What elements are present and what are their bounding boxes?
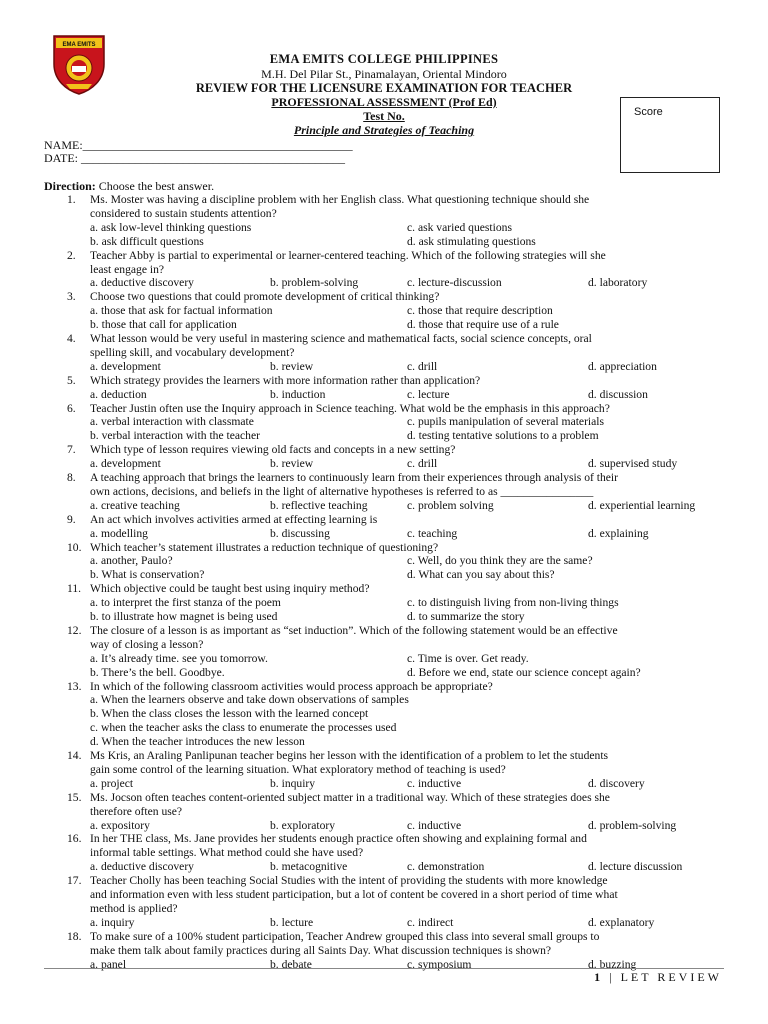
- choice-option: d. those that require use of a rule: [407, 318, 559, 332]
- question-number: 12.: [67, 623, 82, 637]
- question-stem: What lesson would be very useful in mastering science and mathematical facts, social science concepts, oral: [90, 332, 592, 345]
- choice-row: [0, 554, 768, 568]
- question-stem: In her THE class, Ms. Jane provides her students enough practice often showing and explaining formal and: [90, 832, 587, 846]
- score-box: [620, 97, 720, 173]
- question-stem: way of closing a lesson?: [90, 637, 204, 651]
- choice-row: [0, 666, 768, 680]
- choice-option: c. inductive: [407, 776, 462, 790]
- choice-row: [0, 415, 768, 429]
- choice-row: [0, 221, 768, 235]
- question-number: 8.: [67, 471, 76, 484]
- question-stem: gain some control of the learning situation. What exploratory method of teaching is used?: [90, 762, 506, 776]
- choice-option: c. Time is over. Get ready.: [407, 651, 529, 665]
- choice-row: [0, 777, 768, 791]
- choice-option: d. discovery: [588, 776, 645, 790]
- question-stem: Which strategy provides the learners with more information rather than application?: [90, 373, 481, 387]
- choice-row: [0, 916, 768, 930]
- question-stem: considered to sustain students attention?: [90, 206, 277, 220]
- choice-option: d. to summarize the story: [407, 610, 525, 623]
- question-stem: Which objective could be taught best using inquiry method?: [90, 582, 370, 596]
- question-stem: In which of the following classroom activities would process approach be appropriate?: [90, 679, 493, 693]
- direction-label: Direction:: [44, 179, 96, 193]
- subject-title: PROFESSIONAL ASSESSMENT (Prof Ed): [271, 95, 497, 109]
- choice-row: [0, 360, 768, 374]
- choice-row: [0, 527, 768, 541]
- question-stem: Ms Kris, an Araling Panlipunan teacher begins her lesson with the identification of a problem to let the students: [90, 749, 609, 762]
- choice-option: d. explaining: [588, 526, 649, 540]
- choice-option: c. lecture: [407, 387, 450, 401]
- choice-option: b. discussing: [270, 526, 330, 540]
- college-address: M.H. Del Pilar St., Pinamalayan, Oriental Mindoro: [261, 67, 507, 81]
- choice-option: c. teaching: [407, 526, 458, 540]
- choice-option: c. when the teacher asks the class to enumerate the processes used: [90, 721, 397, 735]
- choice-option: b. problem-solving: [270, 276, 359, 290]
- test-number: Test No.: [363, 109, 405, 123]
- choice-option: b. exploratory: [270, 818, 336, 832]
- question-stem: The closure of a lesson is as important as “set induction”. Which of the following statement would be an effective: [90, 623, 618, 637]
- question-number: 2.: [67, 248, 76, 262]
- review-title: REVIEW FOR THE LICENSURE EXAMINATION FOR TEACHER: [195, 81, 573, 95]
- choice-option: a. creative teaching: [90, 498, 180, 512]
- choice-option: a. those that ask for factual information: [90, 304, 273, 318]
- footer-label: LET REVIEW: [620, 970, 722, 984]
- question-stem: Which teacher’s statement illustrates a reduction technique of questioning?: [90, 540, 439, 554]
- question-number: 18.: [67, 929, 82, 943]
- college-name: EMA EMITS COLLEGE PHILIPPINES: [269, 52, 499, 66]
- choice-row: [0, 652, 768, 666]
- question-stem: and information even with less student participation, but a lot of content be covered in a short period of time what: [90, 888, 618, 901]
- choice-option: b. reflective teaching: [270, 498, 368, 512]
- choice-option: a. verbal interaction with classmate: [90, 415, 254, 429]
- question-stem: least engage in?: [90, 262, 165, 276]
- question-stem: A teaching approach that brings the learners to continuously learn from their experiences through analysis of their: [90, 471, 618, 484]
- choice-row: [0, 429, 768, 443]
- choice-option: d. What can you say about this?: [407, 568, 555, 582]
- choice-option: c. ask varied questions: [407, 220, 512, 234]
- choice-option: b. ask difficult questions: [90, 234, 204, 248]
- choice-option: a. deduction: [90, 387, 147, 401]
- svg-text:EMA EMITS: EMA EMITS: [62, 42, 96, 48]
- footer-rule: [44, 968, 724, 969]
- choice-option: d. ask stimulating questions: [407, 234, 536, 248]
- choice-option: b. review: [270, 359, 314, 373]
- choice-option: b. to illustrate how magnet is being used: [90, 610, 278, 623]
- question-stem: own actions, decisions, and beliefs in the light of alternative hypotheses is referred to as ________________: [90, 484, 594, 498]
- choice-option: d. lecture discussion: [588, 860, 683, 874]
- choice-option: c. to distinguish living from non-living things: [407, 596, 619, 610]
- question-stem: Teacher Justin often use the Inquiry approach in Science teaching. What wold be the emphasis in this approach?: [90, 401, 610, 415]
- date-field: DATE: ____________________________________________: [44, 151, 345, 165]
- choice-row: [0, 276, 768, 290]
- choice-option: c. drill: [407, 359, 438, 373]
- question-stem: Teacher Abby is partial to experimental or learner-centered teaching. Which of the following strategies will she: [90, 248, 606, 262]
- choice-option: c. Well, do you think they are the same?: [407, 554, 593, 568]
- choice-option: b. When the class closes the lesson with the learned concept: [90, 707, 369, 721]
- question-number: 9.: [67, 512, 76, 526]
- choice-option: d. When the teacher introduces the new lesson: [90, 735, 305, 749]
- choice-option: a. panel: [90, 957, 127, 971]
- choice-option: d. Before we end, state our science concept again?: [407, 665, 641, 679]
- choice-option: c. demonstration: [407, 860, 485, 874]
- question-number: 15.: [67, 790, 82, 804]
- question-stem: Choose two questions that could promote development of critical thinking?: [90, 290, 440, 304]
- page-footer: [594, 970, 722, 985]
- choice-option: b. review: [270, 457, 314, 471]
- choice-option: d. discussion: [588, 387, 648, 401]
- choice-option: a. modelling: [90, 526, 148, 540]
- choice-row: [0, 235, 768, 249]
- question-number: 1.: [67, 193, 76, 206]
- choice-option: a. expository: [90, 818, 150, 832]
- question-number: 11.: [67, 582, 82, 596]
- choice-option: c. lecture-discussion: [407, 276, 502, 290]
- choice-option: d. supervised study: [588, 457, 678, 471]
- question-number: 6.: [67, 401, 76, 415]
- choice-option: b. What is conservation?: [90, 568, 205, 582]
- choice-option: a. inquiry: [90, 915, 135, 929]
- choice-option: d. problem-solving: [588, 818, 677, 832]
- choice-row: [0, 819, 768, 833]
- choice-option: c. inductive: [407, 818, 462, 832]
- score-label: Score: [634, 106, 663, 118]
- question-stem: method is applied?: [90, 901, 178, 915]
- choice-option: b. lecture: [270, 915, 314, 929]
- choice-option: b. debate: [270, 957, 312, 971]
- choice-option: c. pupils manipulation of several materials: [407, 415, 605, 429]
- footer-separator: |: [603, 970, 621, 984]
- choice-option: b. inquiry: [270, 776, 316, 790]
- name-field: NAME:_____________________________________________: [44, 138, 353, 152]
- question-stem: To make sure of a 100% student participation, Teacher Andrew grouped this class into several small groups to: [90, 929, 600, 943]
- direction: [44, 179, 214, 194]
- choice-row: [0, 457, 768, 471]
- choice-option: c. indirect: [407, 915, 454, 929]
- question-stem: informal table settings. What method could she have used?: [90, 846, 364, 860]
- question-number: 14.: [67, 749, 82, 762]
- choice-option: c. drill: [407, 457, 438, 471]
- question-number: 17.: [67, 874, 82, 888]
- choice-option: d. appreciation: [588, 359, 657, 373]
- choice-option: a. to interpret the first stanza of the poem: [90, 596, 281, 610]
- choice-row: [0, 610, 768, 624]
- question-stem: make them talk about family practices during all Saints Day. What discussion techniques is shown?: [90, 943, 552, 957]
- question-number: 3.: [67, 290, 76, 304]
- question-stem: Ms. Jocson often teaches content-oriented subject matter in a traditional way. Which of these strategies does she: [90, 790, 610, 804]
- choice-row: [0, 568, 768, 582]
- choice-option: a. deductive discovery: [90, 276, 194, 290]
- choice-option: a. When the learners observe and take down observations of samples: [90, 693, 409, 707]
- choice-option: d. testing tentative solutions to a problem: [407, 429, 599, 443]
- choice-option: c. symposium: [407, 957, 472, 971]
- question-stem: spelling skill, and vocabulary development?: [90, 345, 295, 359]
- question-number: 10.: [67, 540, 82, 554]
- choice-row: [0, 860, 768, 874]
- choice-option: d. explanatory: [588, 915, 655, 929]
- choice-row: [0, 304, 768, 318]
- choice-option: b. metacognitive: [270, 860, 348, 874]
- choice-row: [0, 318, 768, 332]
- topic-title: Principle and Strategies of Teaching: [293, 123, 475, 137]
- question-number: 5.: [67, 373, 76, 387]
- choice-option: a. ask low-level thinking questions: [90, 220, 252, 234]
- question-stem: therefore often use?: [90, 804, 183, 818]
- choice-option: c. those that require description: [407, 304, 553, 318]
- direction-text: Choose the best answer.: [95, 179, 215, 193]
- question-stem: Ms. Moster was having a discipline problem with her English class. What questioning technique should she: [90, 193, 590, 206]
- question-number: 13.: [67, 679, 82, 693]
- question-stem: Teacher Cholly has been teaching Social Studies with the intent of providing the students with more knowledge: [90, 874, 608, 888]
- choice-option: b. verbal interaction with the teacher: [90, 429, 260, 443]
- page-number: 1: [594, 970, 604, 984]
- question-number: 16.: [67, 832, 82, 846]
- question-number: 7.: [67, 443, 76, 457]
- choice-row: [0, 499, 768, 513]
- choice-option: d. experiential learning: [588, 498, 696, 512]
- question-stem: An act which involves activities armed at effecting learning is: [90, 512, 378, 526]
- choice-row: [0, 388, 768, 402]
- choice-option: c. problem solving: [407, 498, 494, 512]
- choice-option: d. buzzing: [588, 957, 637, 971]
- choice-option: b. those that call for application: [90, 318, 237, 332]
- question-number: 4.: [67, 332, 76, 345]
- question-stem: Which type of lesson requires viewing old facts and concepts in a new setting?: [90, 443, 456, 457]
- choice-row: [0, 596, 768, 610]
- choice-option: a. development: [90, 457, 161, 471]
- choice-option: a. deductive discovery: [90, 860, 194, 874]
- choice-option: b. There’s the bell. Goodbye.: [90, 665, 225, 679]
- choice-option: d. laboratory: [588, 276, 648, 290]
- choice-option: a. development: [90, 359, 161, 373]
- choice-option: a. It’s already time. see you tomorrow.: [90, 651, 268, 665]
- choice-option: a. another, Paulo?: [90, 554, 173, 568]
- choice-option: a. project: [90, 776, 134, 790]
- choice-option: b. induction: [270, 387, 326, 401]
